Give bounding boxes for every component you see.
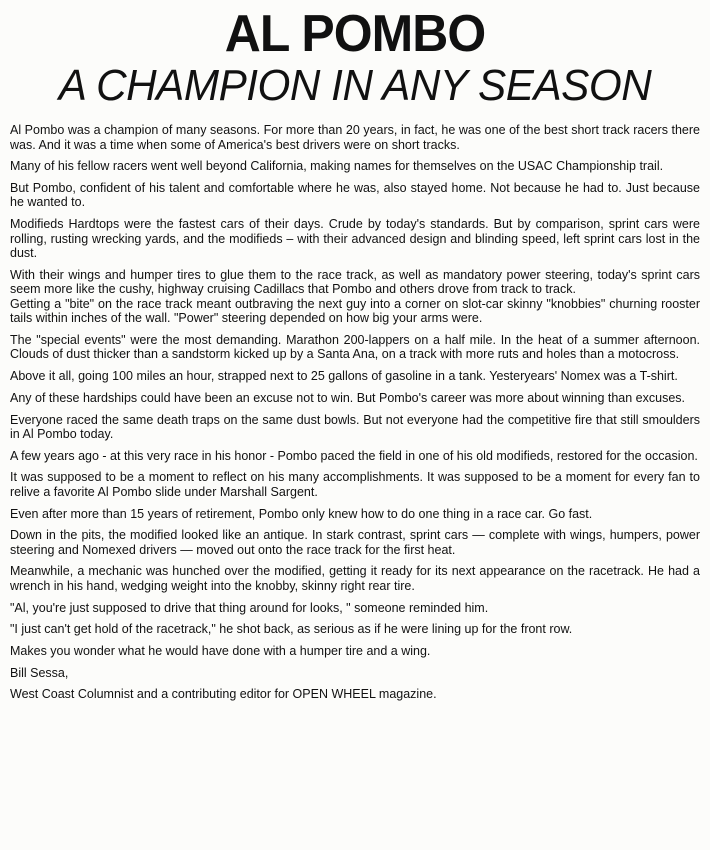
article-subtitle: A CHAMPION IN ANY SEASON [58,61,652,110]
paragraph: "I just can't get hold of the racetrack," he shot back, as serious as if he were lining up for the front row. [10,622,573,637]
paragraph: But Pombo, confident of his talent and comfortable where he was, also stayed home. Not because he had to. Just because he wanted to. [10,180,700,210]
paragraph: "Al, you're just supposed to drive that thing around for looks, " someone reminded him. [10,600,489,615]
paragraph: Everyone raced the same death traps on the same dust bowls. But not everyone had the competitive fire that still smoulders in Al Pombo today. [10,412,700,441]
paragraph: A few years ago - at this very race in his honor - Pombo paced the field in one of his old modifieds, restored for the occasion. [10,448,698,463]
article-title: AL POMBO [224,5,486,63]
paragraph: Many of his fellow racers went well beyond California, making names for themselves on the USAC Championship trail. [10,159,664,174]
paragraph: Getting a "bite" on the race track meant outbraving the next guy into a corner on slot-car skinny "knobbies" churning rooster tails within inches of the wall. "Power" steering depended on how big your arms were. [10,296,700,326]
signature-block [10,666,700,702]
paragraph: Modifieds Hardtops were the fastest cars of their days. Crude by today's standards. But by comparison, sprint cars were rolling, rusting wrecking yards, and the modifieds – with their advanced design and blinding speed, left sprint cars lost in the dust. [10,217,700,261]
article-body [10,123,700,709]
paragraph: Any of these hardships could have been an excuse not to win. But Pombo's career was more about winning than excuses. [10,390,686,405]
paragraph: It was supposed to be a moment to reflect on his many accomplishments. It was supposed to be a moment for every fan to relive a favorite Al Pombo slide under Marshall Sargent. [10,470,700,499]
paragraph: With their wings and humper tires to glue them to the race track, as well as mandatory power steering, today's sprint cars seem more like the cushy, highway cruising Cadillacs that Pombo and others drove from track to track. [10,267,700,297]
paragraph: Al Pombo was a champion of many seasons. For more than 20 years, in fact, he was one of the best short track racers there was. And it was a time when some of America's best drivers were on short tracks. [10,123,700,152]
paragraph: The "special events" were the most demanding. Marathon 200-lappers on a half mile. In the heat of a summer afternoon. Clouds of dust thicker than a sandstorm kicked up by a Santa Ana, on a track with more ruts and holes than a motocross. [10,332,700,362]
author-role: West Coast Columnist and a contributing editor for OPEN WHEEL magazine. [10,687,437,702]
paragraph: Meanwhile, a mechanic was hunched over the modified, getting it ready for its next appearance on the racetrack. He had a wrench in his hand, wedging weight into the knobby, skinny right rear tire. [10,564,700,593]
paragraph: Even after more than 15 years of retirement, Pombo only knew how to do one thing in a race car. Go fast. [10,506,593,521]
author-name: Bill Sessa, [10,665,69,680]
paragraph: Above it all, going 100 miles an hour, strapped next to 25 gallons of gasoline in a tank. Yesteryears' Nomex was a T-shirt. [10,369,678,384]
paragraph: Makes you wonder what he would have done with a humper tire and a wing. [10,644,431,658]
paragraph: Down in the pits, the modified looked like an antique. In stark contrast, sprint cars — complete with wings, humpers, power steering and Nomexed drivers — moved out onto the race track for the first heat. [10,528,700,557]
